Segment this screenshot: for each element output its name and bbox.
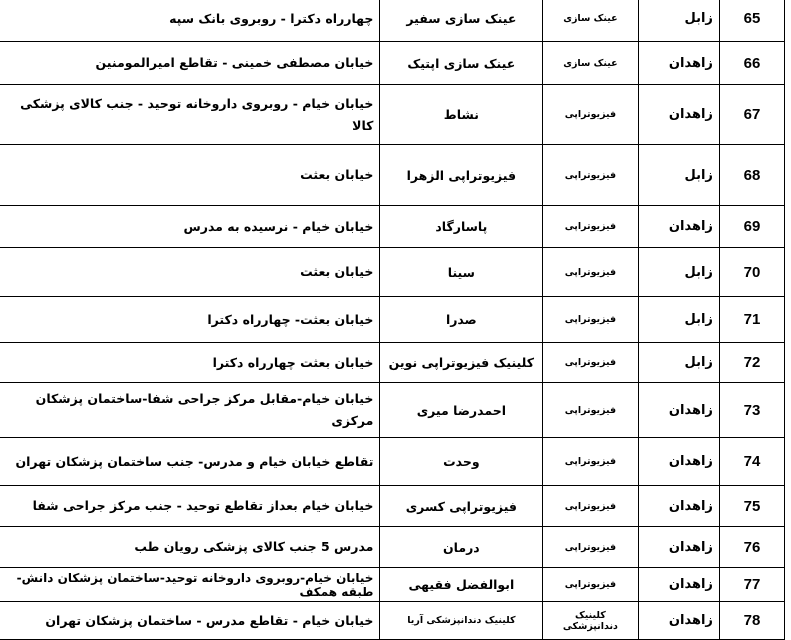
- city-cell: زابل: [638, 145, 719, 206]
- category-cell: فیزیوتراپی: [543, 438, 638, 486]
- address-cell: خیابان خیام - نرسیده به مدرس: [0, 206, 380, 248]
- table-row: [0, 145, 785, 206]
- category-cell: فیزیوتراپی: [543, 85, 638, 145]
- name-cell: عینک سازی اپتیک: [380, 42, 543, 85]
- address-cell: خیابان بعثت: [0, 248, 380, 297]
- city-cell: زاهدان: [638, 206, 719, 248]
- row-number: 72: [719, 343, 784, 383]
- category-cell: فیزیوتراپی: [543, 527, 638, 568]
- city-cell: زاهدان: [638, 438, 719, 486]
- category-cell: عینک سازی: [543, 42, 638, 85]
- city-cell: زاهدان: [638, 85, 719, 145]
- name-cell: ابوالفضل فقیهی: [380, 568, 543, 602]
- name-cell: عینک سازی سفیر: [380, 0, 543, 42]
- name-cell: صدرا: [380, 297, 543, 343]
- table-row: [0, 42, 785, 85]
- name-cell: کلینیک فیزیوتراپی نوین: [380, 343, 543, 383]
- address-cell: تقاطع خیابان خیام و مدرس- جنب ساختمان پزشکان تهران: [0, 438, 380, 486]
- name-cell: درمان: [380, 527, 543, 568]
- name-cell: فیزیوتراپی کسری: [380, 486, 543, 527]
- category-cell: فیزیوتراپی: [543, 297, 638, 343]
- address-cell: مدرس 5 جنب کالای پزشکی رویان طب: [0, 527, 380, 568]
- city-cell: زابل: [638, 343, 719, 383]
- city-cell: زاهدان: [638, 527, 719, 568]
- city-cell: زاهدان: [638, 42, 719, 85]
- row-number: 74: [719, 438, 784, 486]
- table-row: [0, 0, 785, 42]
- table-row: [0, 383, 785, 438]
- address-cell: خیابان خیام - تقاطع مدرس - ساختمان پزشکان تهران: [0, 602, 380, 640]
- address-cell: خیابان خیام-مقابل مرکز جراحی شفا-ساختمان پزشکان مرکزی: [0, 383, 380, 438]
- row-number: 75: [719, 486, 784, 527]
- row-number: 73: [719, 383, 784, 438]
- city-cell: زابل: [638, 248, 719, 297]
- category-cell: عینک سازی: [543, 0, 638, 42]
- row-number: 67: [719, 85, 784, 145]
- address-cell: خیابان بعثت چهارراه دکترا: [0, 343, 380, 383]
- table-row: [0, 343, 785, 383]
- name-cell: وحدت: [380, 438, 543, 486]
- table-row: [0, 248, 785, 297]
- category-cell: فیزیوتراپی: [543, 343, 638, 383]
- name-cell: احمدرضا میری: [380, 383, 543, 438]
- table-row: [0, 438, 785, 486]
- row-number: 76: [719, 527, 784, 568]
- category-cell: کلینیک دندانپزشکی: [543, 602, 638, 640]
- table-row: [0, 85, 785, 145]
- category-cell: فیزیوتراپی: [543, 206, 638, 248]
- name-cell: پاسارگاد: [380, 206, 543, 248]
- city-cell: زابل: [638, 0, 719, 42]
- row-number: 68: [719, 145, 784, 206]
- city-cell: زاهدان: [638, 486, 719, 527]
- table-row: [0, 486, 785, 527]
- category-cell: فیزیوتراپی: [543, 145, 638, 206]
- table-row: [0, 602, 785, 640]
- address-cell: چهارراه دکترا - روبروی بانک سپه: [0, 0, 380, 42]
- table-row: [0, 297, 785, 343]
- row-number: 70: [719, 248, 784, 297]
- address-cell: خیابان مصطفی خمینی - تقاطع امیرالمومنین: [0, 42, 380, 85]
- city-cell: زاهدان: [638, 568, 719, 602]
- table-row: [0, 206, 785, 248]
- row-number: 77: [719, 568, 784, 602]
- category-cell: فیزیوتراپی: [543, 486, 638, 527]
- row-number: 66: [719, 42, 784, 85]
- address-cell: خیابان خیام - روبروی داروخانه توحید - جنب کالای پزشکی کالا: [0, 85, 380, 145]
- name-cell: فیزیوتراپی الزهرا: [380, 145, 543, 206]
- address-cell: خیابان خیام بعداز تقاطع توحید - جنب مرکز جراحی شفا: [0, 486, 380, 527]
- row-number: 65: [719, 0, 784, 42]
- row-number: 71: [719, 297, 784, 343]
- category-cell: فیزیوتراپی: [543, 248, 638, 297]
- table-row: [0, 527, 785, 568]
- name-cell: سینا: [380, 248, 543, 297]
- name-cell: نشاط: [380, 85, 543, 145]
- row-number: 69: [719, 206, 784, 248]
- category-cell: فیزیوتراپی: [543, 568, 638, 602]
- city-cell: زاهدان: [638, 602, 719, 640]
- name-cell: کلینیک دندانپزشکی آریا: [380, 602, 543, 640]
- city-cell: زابل: [638, 297, 719, 343]
- address-cell: خیابان بعثت- چهارراه دکترا: [0, 297, 380, 343]
- city-cell: زاهدان: [638, 383, 719, 438]
- row-number: 78: [719, 602, 784, 640]
- category-cell: فیزیوتراپی: [543, 383, 638, 438]
- address-cell: خیابان خیام-روبروی داروخانه توحید-ساختمان پزشکان دانش-طبقه همکف: [0, 568, 380, 602]
- address-cell: خیابان بعثت: [0, 145, 380, 206]
- table-row: [0, 568, 785, 602]
